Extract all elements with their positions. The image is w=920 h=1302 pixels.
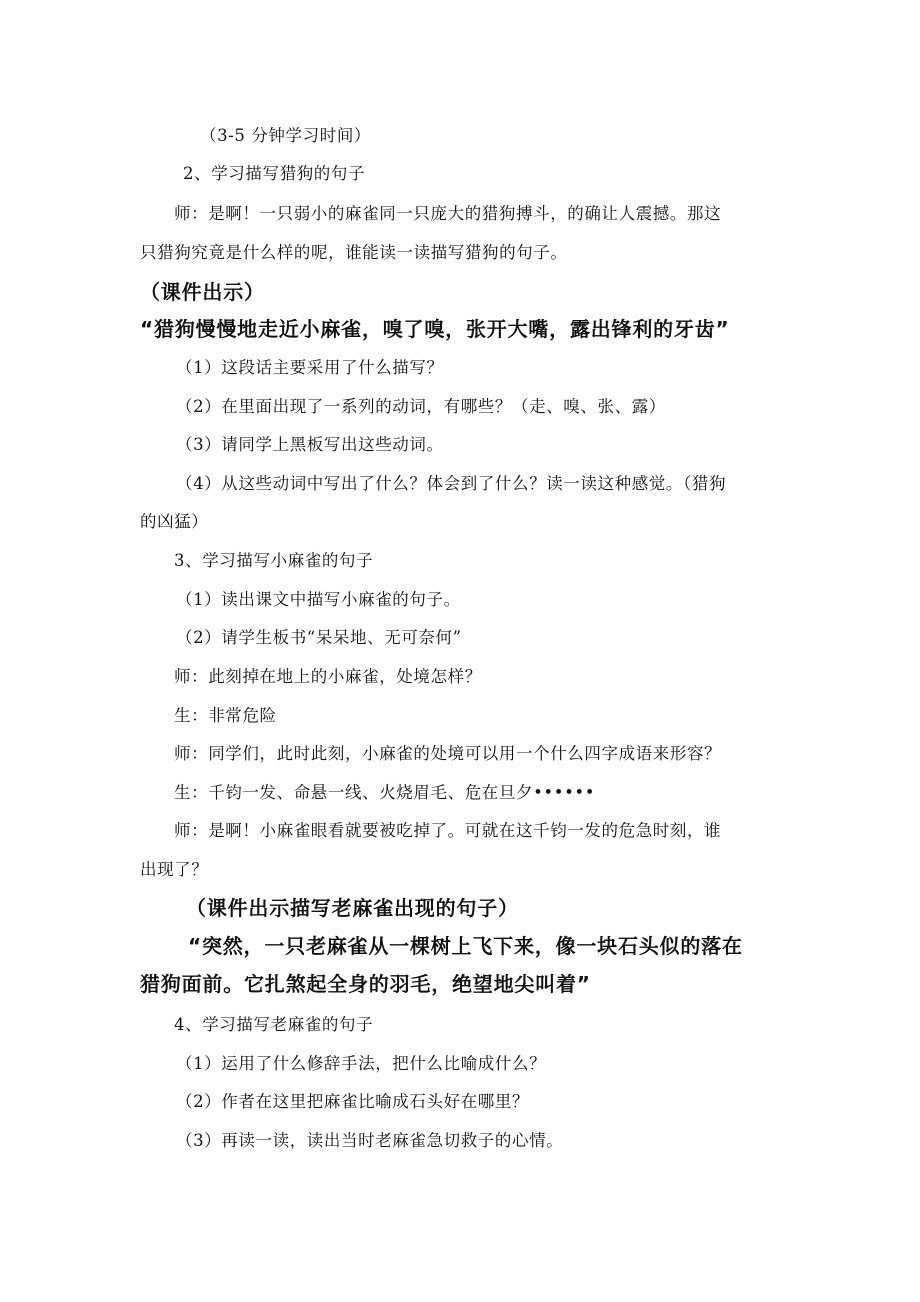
teacher-question-idiom: 师：同学们，此时此刻，小麻雀的处境可以用一个什么四字成语来形容？ [174, 744, 722, 763]
question-1: （1）这段话主要采用了什么描写？ [176, 358, 444, 377]
question-3: （3）请同学上黑板写出这些动词。 [176, 435, 444, 454]
teacher-line-continued: 只猎狗究竟是什么样的呢，谁能读一读描写猎狗的句子。 [140, 243, 568, 262]
student-answer-idioms: 生：千钧一发、命悬一线、火烧眉毛、危在旦夕•••••• [174, 783, 596, 802]
rhetoric-question-3: （3）再读一读，读出当时老麻雀急切救子的心情。 [176, 1131, 564, 1150]
courseware-label-old-sparrow: （课件出示描写老麻雀出现的句子） [186, 896, 519, 920]
question-4: （4）从这些动词中写出了什么？体会到了什么？读一读这种感觉。（猎狗 [176, 474, 727, 493]
study-time-note: （3-5 分钟学习时间） [200, 126, 372, 145]
quote-old-sparrow: “突然，一只老麻雀从一棵树上飞下来，像一块石头似的落在 [188, 934, 743, 958]
quote-old-sparrow-continued: 猎狗面前。它扎煞起全身的羽毛，绝望地尖叫着” [140, 972, 591, 996]
student-answer: 生：非常危险 [174, 706, 277, 725]
item-2: （2）请学生板书“呆呆地、无可奈何” [176, 628, 462, 647]
question-2: （2）在里面出现了一系列的动词，有哪些？（走、嗅、张、露） [176, 397, 666, 416]
item-1: （1）读出课文中描写小麻雀的句子。 [176, 590, 461, 609]
quote-hunting-dog: “猎狗慢慢地走近小麻雀，嗅了嗅，张开大嘴，露出锋利的牙齿” [140, 317, 730, 341]
teacher-line: 师：是啊！一只弱小的麻雀同一只庞大的猎狗搏斗，的确让人震撼。那这 [174, 204, 722, 223]
courseware-label: （课件出示） [140, 280, 265, 304]
section-heading-hunting-dog: 2、学习描写猎狗的句子 [183, 164, 366, 183]
teacher-line-crisis: 师：是啊！小麻雀眼看就要被吃掉了。可就在这千钧一发的危急时刻，谁 [174, 821, 722, 840]
section-heading-old-sparrow: 4、学习描写老麻雀的句子 [174, 1015, 374, 1034]
section-heading-little-sparrow: 3、学习描写小麻雀的句子 [174, 551, 374, 570]
teacher-line-crisis-continued: 出现了？ [140, 860, 209, 879]
question-4-continued: 的凶猛） [140, 512, 209, 531]
rhetoric-question-2: （2）作者在这里把麻雀比喻成石头好在哪里？ [176, 1092, 530, 1111]
rhetoric-question-1: （1）运用了什么修辞手法，把什么比喻成什么？ [176, 1054, 547, 1073]
teacher-question: 师：此刻掉在地上的小麻雀，处境怎样？ [174, 667, 482, 686]
